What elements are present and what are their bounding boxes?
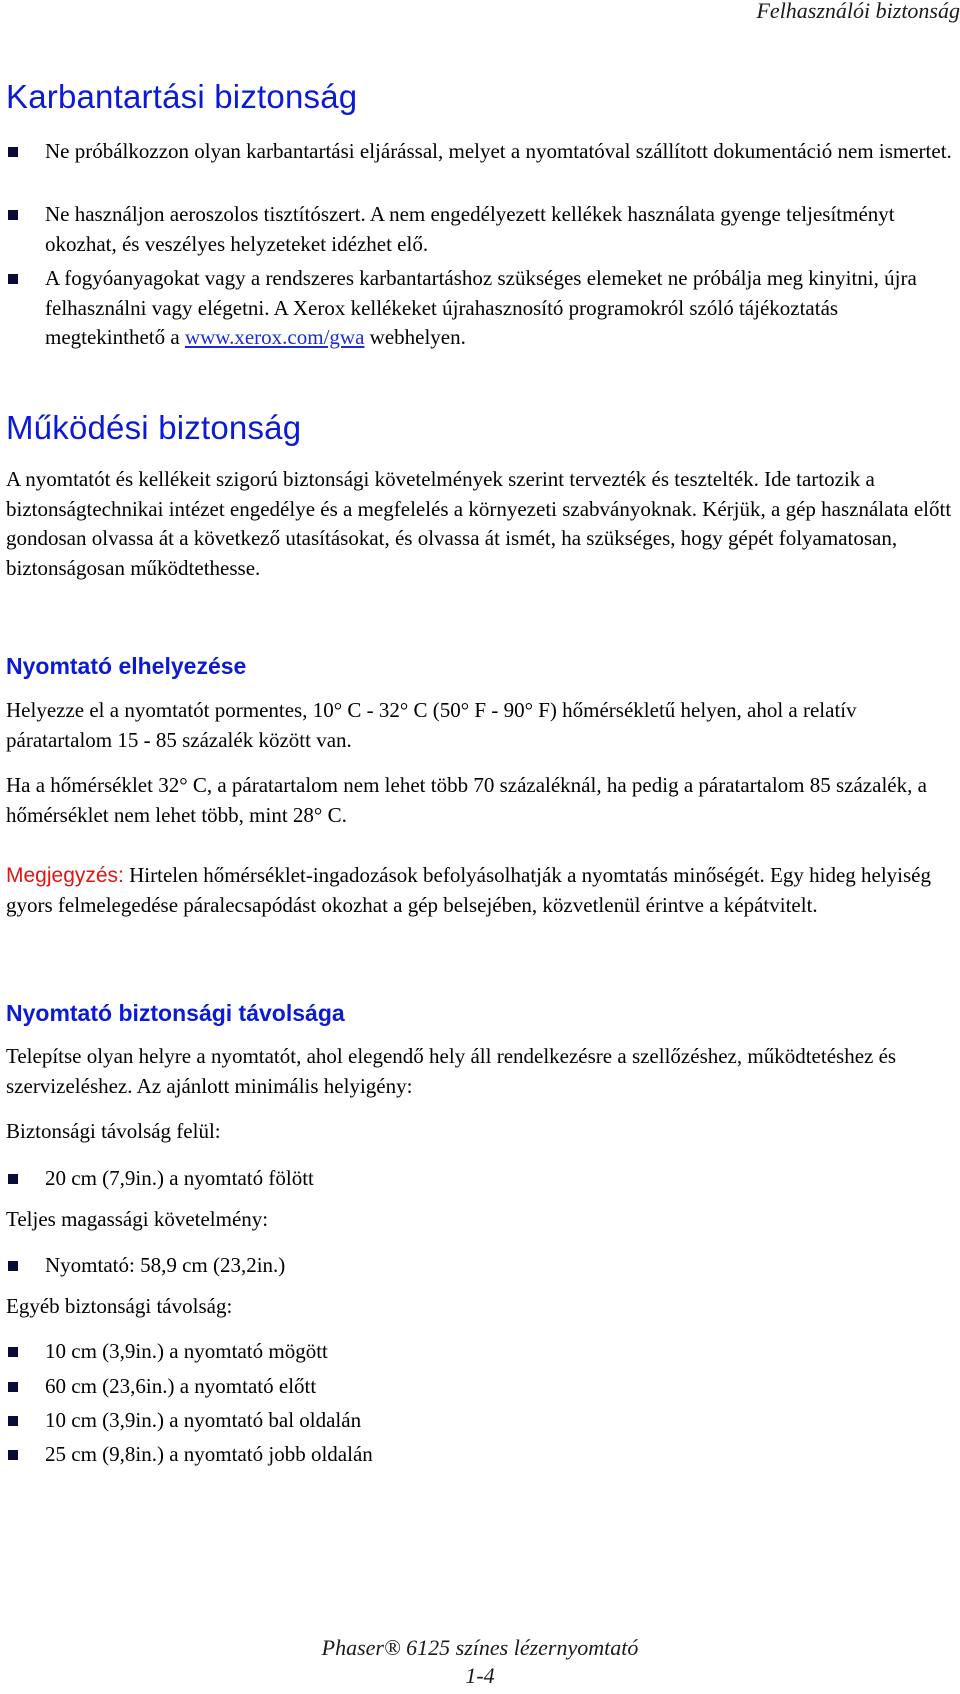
list-item-text: 10 cm (3,9in.) a nyomtató bal oldalán [45,1408,362,1432]
heading-printer-placement: Nyomtató elhelyezése [6,653,247,679]
bullet-square-icon [8,1450,18,1460]
list-item [6,1372,956,1402]
list-item-text: Ne használjon aeroszolos tisztítószert. A nem engedélyezett kellékek használata gyenge teljesítményt okozhat, és veszélyes helyzeteket idézhet elő. [45,202,895,256]
placement-paragraph-2: Ha a hőmérséklet 32° C, a páratartalom nem lehet több 70 százaléknál, ha pedig a páratartalom 85 százalék, a hőmérséklet nem lehet több, mint 28° C. [6,773,927,827]
operational-safety-paragraph: A nyomtatót és kellékeit szigorú biztonsági követelmények szerint tervezték és tesztelték. Ide tartozik a biztonságtechnikai intézet engedélye és a megfelelés a környezeti szabványoknak. Kérjük, a gép használata előtt gondosan olvassa át a következő utasításokat, és olvassa át ismét, ha szükséges, hogy gépét folyamatosan, biztonságosan működtethesse. [6,467,952,580]
list-item [6,137,956,167]
bullet-square-icon [8,1347,18,1357]
bullet-square-icon [8,147,18,157]
note-label: Megjegyzés: [6,864,124,887]
list-item [6,1251,956,1281]
note-paragraph [6,861,956,920]
placement-paragraph-1: Helyezze el a nyomtatót pormentes, 10° C - 32° C (50° F - 90° F) hőmérsékletű helyen, ahol a relatív páratartalom 15 - 85 százalék között van. [6,698,857,752]
list-item-text-part: webhelyen. [364,325,466,349]
list-item-text: 10 cm (3,9in.) a nyomtató mögött [45,1339,328,1363]
list-item-text: Nyomtató: 58,9 cm (23,2in.) [45,1253,286,1277]
bullet-square-icon [8,1261,18,1271]
bullet-square-icon [8,1416,18,1426]
list-item [6,1406,956,1436]
clearance-top-label: Biztonsági távolság felül: [6,1119,221,1143]
list-item-text: Ne próbálkozzon olyan karbantartási eljárással, melyet a nyomtatóval szállított dokumentáció nem ismertet. [45,139,952,163]
list-item-text: 60 cm (23,6in.) a nyomtató előtt [45,1374,317,1398]
list-item-text [45,264,956,353]
running-header: Felhasználói biztonság [756,0,960,23]
bullet-square-icon [8,1174,18,1184]
list-item [6,264,956,353]
list-item [6,1440,956,1470]
bullet-square-icon [8,1382,18,1392]
footer-product: Phaser® 6125 színes lézernyomtató [321,1635,639,1660]
heading-operational-safety: Működési biztonság [6,409,302,446]
note-text: Hirtelen hőmérséklet-ingadozások befolyásolhatják a nyomtatás minőségét. Egy hideg helyiség gyors felmelegedése páralecsapódást okozhat a gép belsejében, közvetlenül érintve a képátvitelt. [6,863,931,917]
list-item-text: 25 cm (9,8in.) a nyomtató jobb oldalán [45,1442,373,1466]
list-item [6,200,956,259]
clearance-height-label: Teljes magassági követelmény: [6,1207,269,1231]
list-item-text-part: A fogyóanyagokat vagy a rendszeres karbantartáshoz szükséges elemeket ne próbálja meg kinyitni, újra felhasználni vagy elégetni. A Xerox kellékeket újrahasznosító programokról szóló tájékoztatás megtekinthető a [45,266,917,349]
bullet-square-icon [8,274,18,284]
xerox-gwa-link[interactable]: www.xerox.com/gwa [184,325,365,349]
bullet-square-icon [8,210,18,220]
clearance-other-label: Egyéb biztonsági távolság: [6,1294,233,1318]
heading-maintenance-safety: Karbantartási biztonság [6,78,358,115]
page-footer: 1-4 [465,1663,495,1688]
list-item [6,1164,956,1194]
list-item [6,1337,956,1367]
list-item-text: 20 cm (7,9in.) a nyomtató fölött [45,1166,314,1190]
clearance-intro: Telepítse olyan helyre a nyomtatót, ahol elegendő hely áll rendelkezésre a szellőzéshez, működtetéshez és szervizeléshez. Az ajánlott minimális helyigény: [6,1044,897,1098]
heading-printer-clearance: Nyomtató biztonsági távolsága [6,1000,345,1026]
